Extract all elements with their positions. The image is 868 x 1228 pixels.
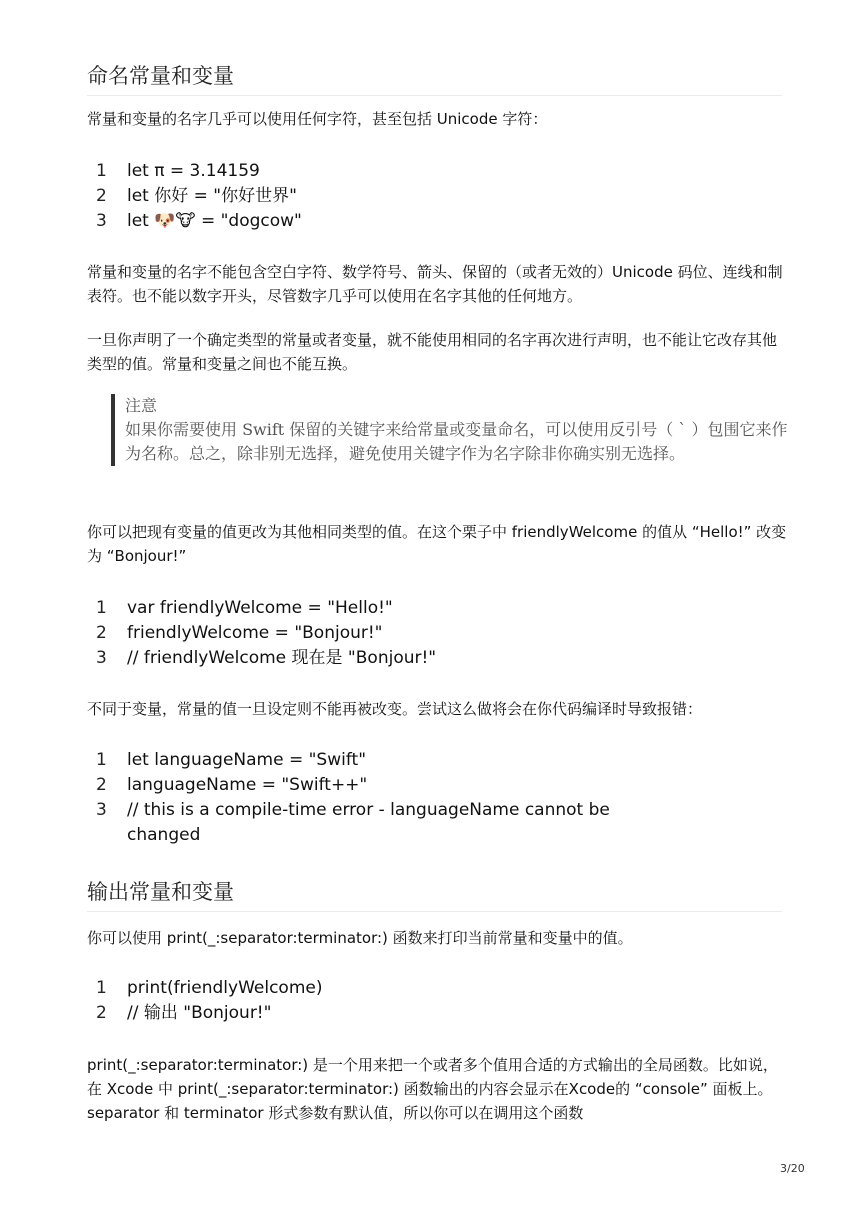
code-block-unicode	[92, 159, 652, 234]
paragraph-redeclare: 一旦你声明了一个确定类型的常量或者变量，就不能使用相同的名字再次进行声明，也不能让它改存其他类型的值。常量和变量之间也不能互换。	[87, 331, 778, 373]
line-number: 3	[96, 800, 107, 820]
code-text: let 🐶🐮 = "dogcow"	[127, 211, 302, 231]
paragraph-change-value: 你可以把现有变量的值更改为其他相同类型的值。在这个栗子中 friendlyWelcome 的值从 “Hello!” 改变为 “Bonjour!”	[87, 523, 787, 565]
line-number: 1	[96, 598, 107, 618]
code-line	[92, 646, 652, 671]
code-text: let π = 3.14159	[127, 161, 260, 181]
line-number: 1	[96, 978, 107, 998]
code-text: // 输出 "Bonjour!"	[127, 1003, 272, 1023]
section-heading-naming: 命名常量和变量	[87, 62, 782, 96]
paragraph-print-intro: 你可以使用 print(_:separator:terminator:) 函数来打印当前常量和变量中的值。	[87, 929, 633, 947]
code-line	[92, 159, 652, 184]
code-line	[92, 596, 652, 621]
line-number: 3	[96, 211, 107, 231]
code-text: // friendlyWelcome 现在是 "Bonjour!"	[127, 648, 437, 668]
code-line	[92, 1001, 652, 1026]
code-text: friendlyWelcome = "Bonjour!"	[127, 623, 383, 643]
note-block	[111, 394, 790, 466]
section-heading-print: 输出常量和变量	[87, 878, 782, 912]
code-line	[92, 976, 652, 1001]
code-text: // this is a compile-time error - languageName cannot be changed	[127, 800, 610, 845]
code-line	[92, 621, 652, 646]
code-line	[92, 773, 652, 798]
line-number: 3	[96, 648, 107, 668]
code-text: let 你好 = "你好世界"	[127, 186, 297, 206]
code-line	[92, 748, 652, 773]
code-text: var friendlyWelcome = "Hello!"	[127, 598, 393, 618]
note-title: 注意	[125, 396, 158, 415]
line-number: 2	[96, 186, 107, 206]
paragraph-constant-immutable: 不同于变量，常量的值一旦设定则不能再被改变。尝试这么做将会在你代码编译时导致报错：	[87, 700, 703, 718]
line-number: 1	[96, 750, 107, 770]
code-block-language-name	[92, 748, 652, 848]
line-number: 2	[96, 1003, 107, 1023]
line-number: 2	[96, 623, 107, 643]
code-block-friendly-welcome	[92, 596, 652, 671]
code-text: print(friendlyWelcome)	[127, 978, 323, 998]
code-block-print	[92, 976, 652, 1026]
code-text: let languageName = "Swift"	[127, 750, 367, 770]
code-line	[92, 209, 652, 234]
paragraph-print-description: print(_:separator:terminator:) 是一个用来把一个或者多个值用合适的方式输出的全局函数。比如说，在 Xcode 中 print(_:separator:terminator:) 函数输出的内容会显示在Xcode的 “console” 面板上。 separator 和 terminator 形式参数有默认值，所以你可以在调用这个函数	[87, 1056, 778, 1122]
note-body: 如果你需要使用 Swift 保留的关键字来给常量或变量命名，可以使用反引号（ ` ）包围它来作为名称。总之，除非别无选择，避免使用关键字作为名字除非你确实别无选择。	[125, 420, 788, 463]
paragraph-naming-rules: 常量和变量的名字不能包含空白字符、数学符号、箭头、保留的（或者无效的）Unicode 码位、连线和制表符。也不能以数字开头，尽管数字几乎可以使用在名字其他的任何地方。	[87, 263, 783, 305]
line-number: 2	[96, 775, 107, 795]
code-text: languageName = "Swift++"	[127, 775, 368, 795]
code-line	[92, 798, 652, 848]
line-number: 1	[96, 161, 107, 181]
paragraph-unicode-intro: 常量和变量的名字几乎可以使用任何字符，甚至包括 Unicode 字符：	[87, 110, 548, 128]
page-number: 3/20	[780, 1162, 805, 1175]
code-line	[92, 184, 652, 209]
